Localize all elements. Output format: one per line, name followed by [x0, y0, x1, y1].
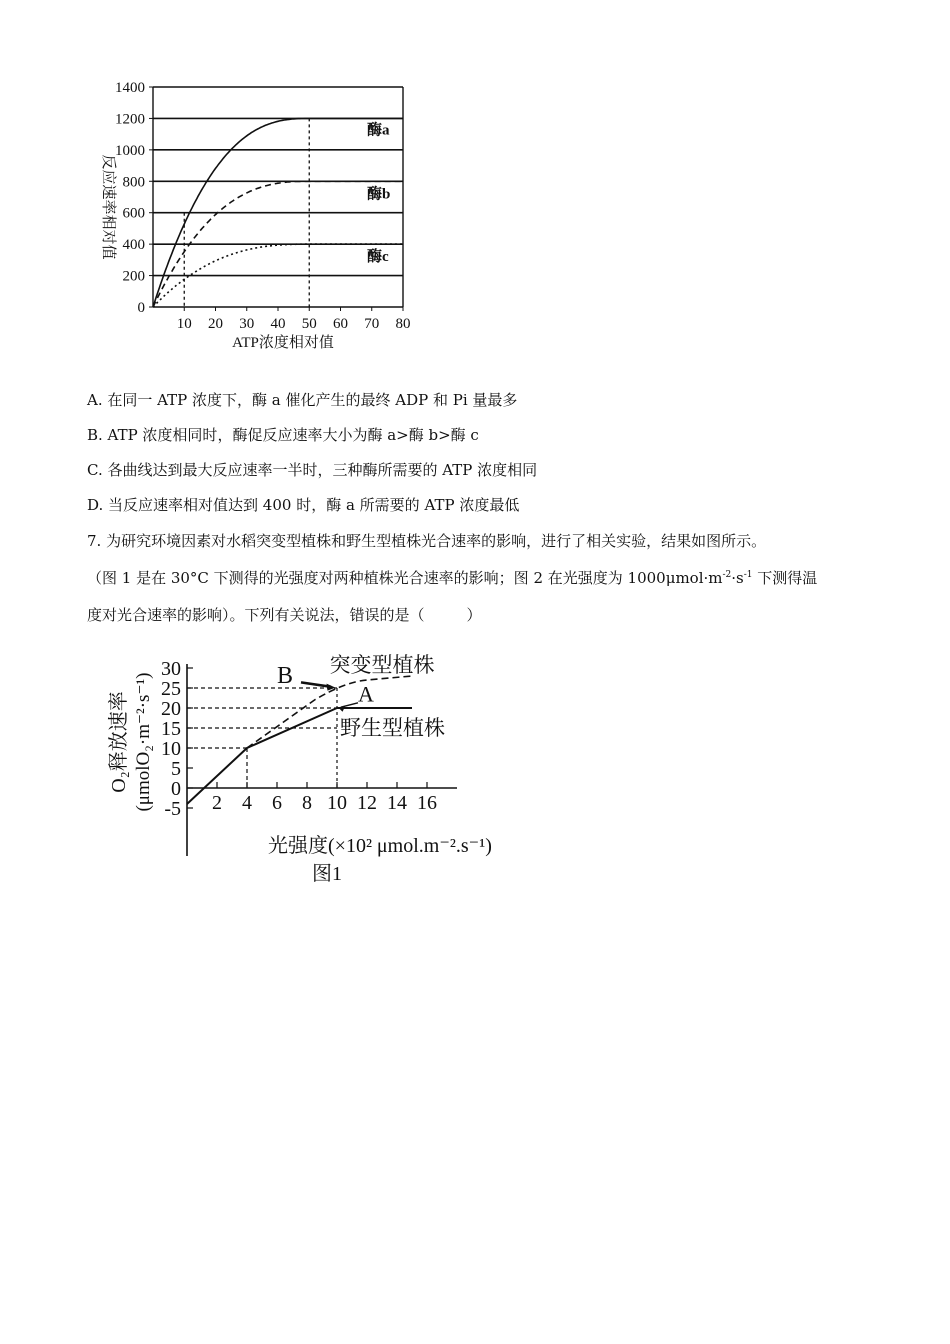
x-tick-label: 10 [327, 792, 347, 814]
x-tick-label: 20 [208, 316, 223, 332]
y-tick-label: 600 [122, 205, 145, 222]
y-axis-title-line1: O₂释放速率 [108, 691, 130, 793]
enzyme-rate-chart [80, 75, 420, 365]
x-tick-label: 6 [272, 792, 282, 814]
x-axis-title: 光强度(×10² μmol.m⁻².s⁻¹) [268, 835, 492, 857]
y-tick-label: 1400 [115, 80, 145, 96]
note-part-c: 下测得温 [752, 569, 818, 587]
x-tick-label: 50 [301, 316, 317, 332]
option-b: B. ATP 浓度相同时，酶促反应速率大小为酶 a>酶 b>酶 c [87, 426, 479, 444]
x-tick-label: 80 [395, 316, 411, 332]
x-tick-label: 30 [239, 316, 255, 332]
note-part-b: ·s [731, 569, 744, 587]
ask-close: ） [466, 606, 482, 624]
y-tick-label: 800 [122, 174, 145, 191]
wild-type-label: 野生型植株 [340, 716, 445, 740]
y-tick-label: 5 [171, 758, 181, 780]
mutant-label: 突变型植株 [329, 653, 435, 677]
y-axis-label: 反应速率相对值 [100, 154, 116, 260]
x-tick-label: 40 [270, 316, 286, 332]
x-axis-label: ATP浓度相对值 [232, 335, 334, 351]
y-tick-label: 200 [122, 268, 145, 285]
x-tick-label: 16 [417, 792, 437, 814]
question-7-stem: 7. 为研究环境因素对水稻突变型植株和野生型植株光合速率的影响，进行了相关实验，结果如图所示。 [87, 532, 767, 550]
y-tick-label: 1200 [115, 111, 145, 128]
y-tick-label: 25 [161, 678, 181, 700]
note-part-a: （图 1 是在 30°C 下测得的光强度对两种植株光合速率的影响；图 2 在光强度为 1000μmol·m [87, 569, 723, 587]
annotation-a: A [358, 681, 374, 707]
x-tick-label: 70 [364, 316, 380, 332]
figure-caption: 图1 [312, 863, 342, 885]
y-tick-label: 10 [161, 738, 181, 760]
arrow-b [301, 682, 331, 686]
y-tick-label: 400 [122, 237, 145, 254]
y-axis-title-line2: (μmolO₂·m⁻²·s⁻¹) [133, 672, 154, 812]
y-axis-title [107, 672, 154, 811]
y-tick-label: 15 [161, 718, 181, 740]
x-tick-label: 14 [387, 792, 407, 814]
y-tick-label: 0 [171, 778, 181, 800]
option-a: A. 在同一 ATP 浓度下，酶 a 催化产生的最终 ADP 和 Pi 量最多 [87, 391, 518, 409]
photosynthesis-chart [95, 650, 525, 890]
annotation-b: B [277, 663, 294, 690]
ask-text: 度对光合速率的影响）。下列有关说法，错误的是（ [87, 606, 425, 624]
series-label: 酶b [367, 186, 391, 203]
y-tick-label: -5 [164, 798, 181, 820]
series-label: 酶a [367, 122, 390, 139]
y-tick-label: 1000 [115, 142, 145, 159]
option-c: C. 各曲线达到最大反应速率一半时，三种酶所需要的 ATP 浓度相同 [87, 461, 538, 479]
question-7-note [87, 567, 817, 589]
x-tick-label: 10 [176, 316, 192, 332]
y-tick-label: 0 [137, 300, 145, 316]
question-7-ask [87, 604, 482, 626]
x-tick-label: 4 [242, 792, 252, 814]
x-tick-label: 60 [333, 316, 348, 332]
x-tick-label: 8 [302, 792, 312, 814]
y-tick-label: 30 [161, 658, 181, 680]
series-label: 酶c [367, 249, 389, 266]
x-tick-label: 2 [212, 792, 222, 814]
y-tick-label: 20 [161, 698, 181, 720]
note-sup-1: -2 [722, 570, 732, 580]
option-d: D. 当反应速率相对值达到 400 时，酶 a 所需要的 ATP 浓度最低 [87, 496, 520, 514]
note-sup-2: -1 [743, 570, 753, 580]
x-tick-label: 12 [357, 792, 377, 814]
